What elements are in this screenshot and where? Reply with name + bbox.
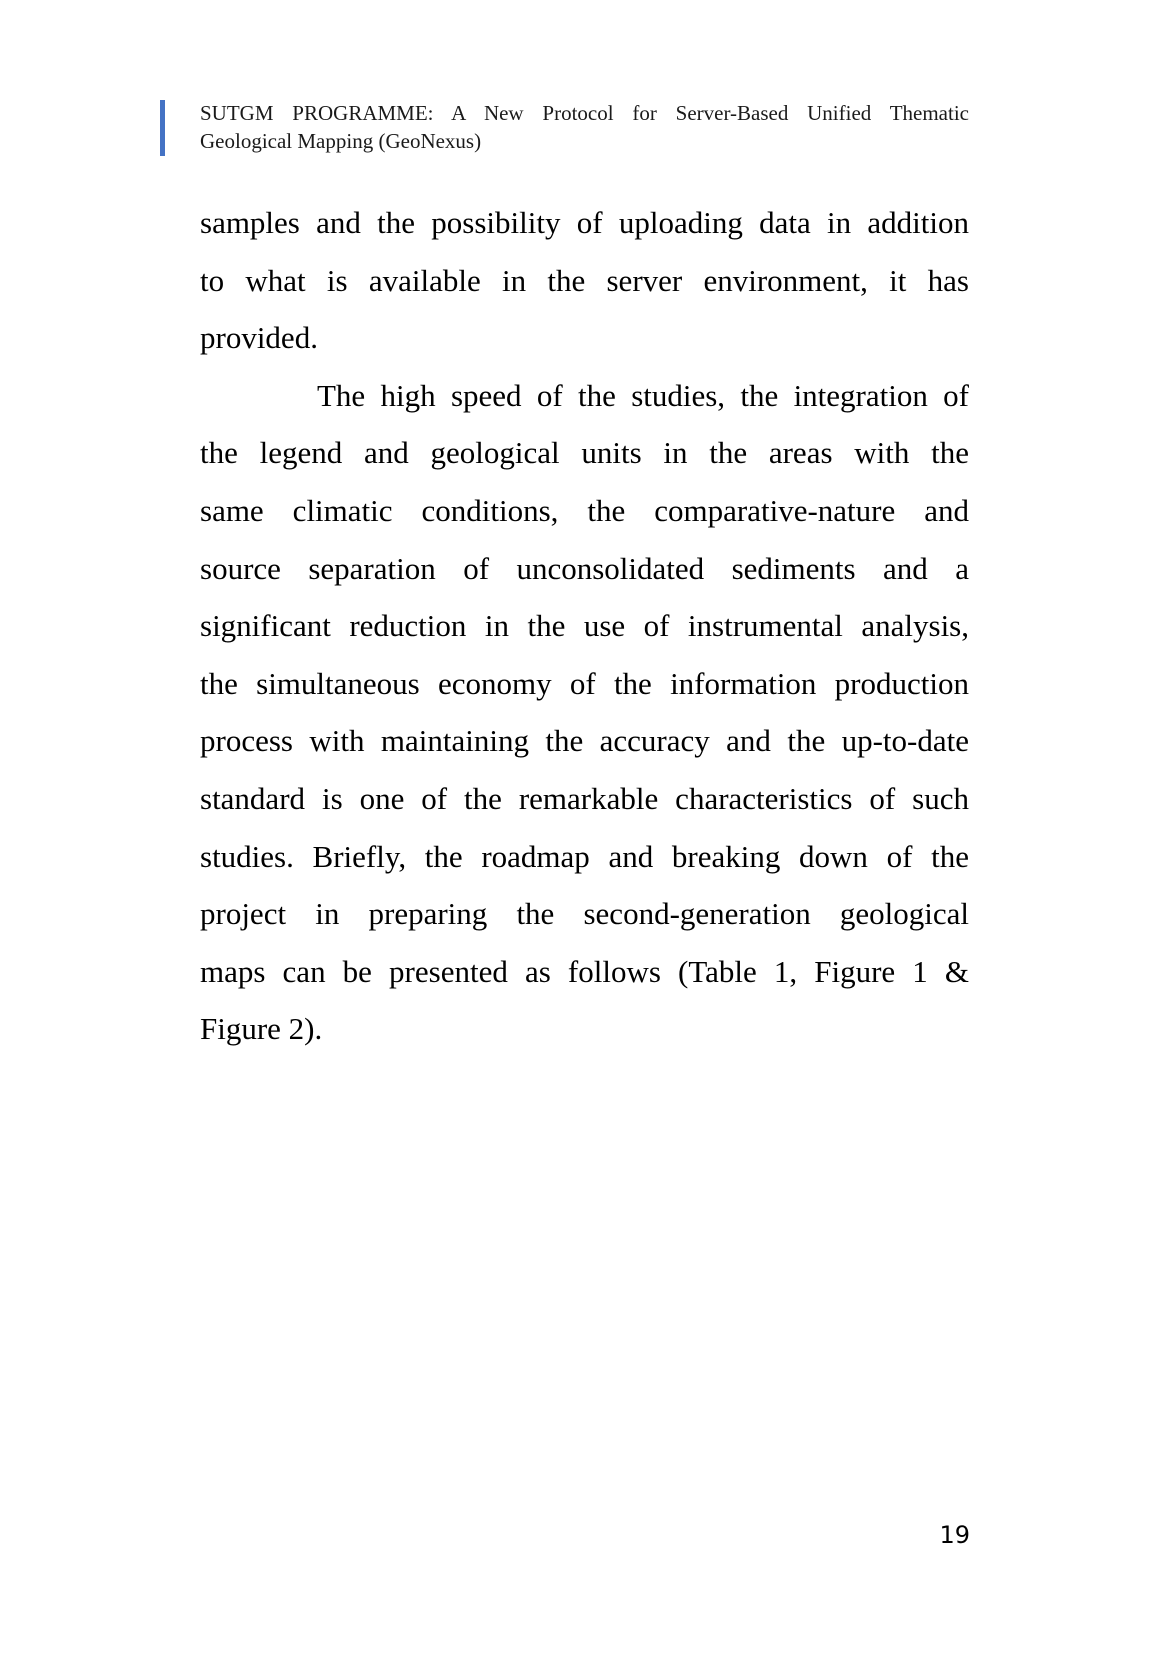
text-line: project in preparing the second-generation geological [200, 896, 969, 932]
text-line: Figure 2). [200, 1011, 323, 1047]
header-title-line-2: Geological Mapping (GeoNexus) [200, 129, 482, 153]
text-line: standard is one of the remarkable characteristics of such [200, 780, 969, 816]
text-line: The high speed of the studies, the integration of [317, 377, 969, 413]
page-number: 19 [939, 1521, 970, 1549]
text-line: process with maintaining the accuracy and the up-to-date [200, 723, 969, 759]
text-line: maps can be presented as follows (Table 1, Figure 1 & [200, 953, 969, 989]
paragraph-1 [200, 194, 969, 367]
paragraph-2 [200, 367, 969, 1058]
text-line: significant reduction in the use of instrumental analysis, [200, 608, 969, 644]
header-accent-bar [160, 100, 165, 156]
header-title [200, 99, 969, 155]
body-text [200, 194, 969, 1058]
header-title-line-1: SUTGM PROGRAMME: A New Protocol for Server-Based Unified Thematic [200, 101, 969, 125]
text-line: the simultaneous economy of the information production [200, 665, 969, 701]
text-line: studies. Briefly, the roadmap and breaking down of the [200, 838, 969, 874]
text-line: source separation of unconsolidated sediments and a [200, 550, 969, 586]
text-line: provided. [200, 320, 318, 356]
text-line: same climatic conditions, the comparative-nature and [200, 492, 969, 528]
text-line: the legend and geological units in the areas with the [200, 435, 969, 471]
text-line: samples and the possibility of uploading data in addition [200, 205, 969, 240]
text-line: to what is available in the server environment, it has [200, 262, 969, 298]
